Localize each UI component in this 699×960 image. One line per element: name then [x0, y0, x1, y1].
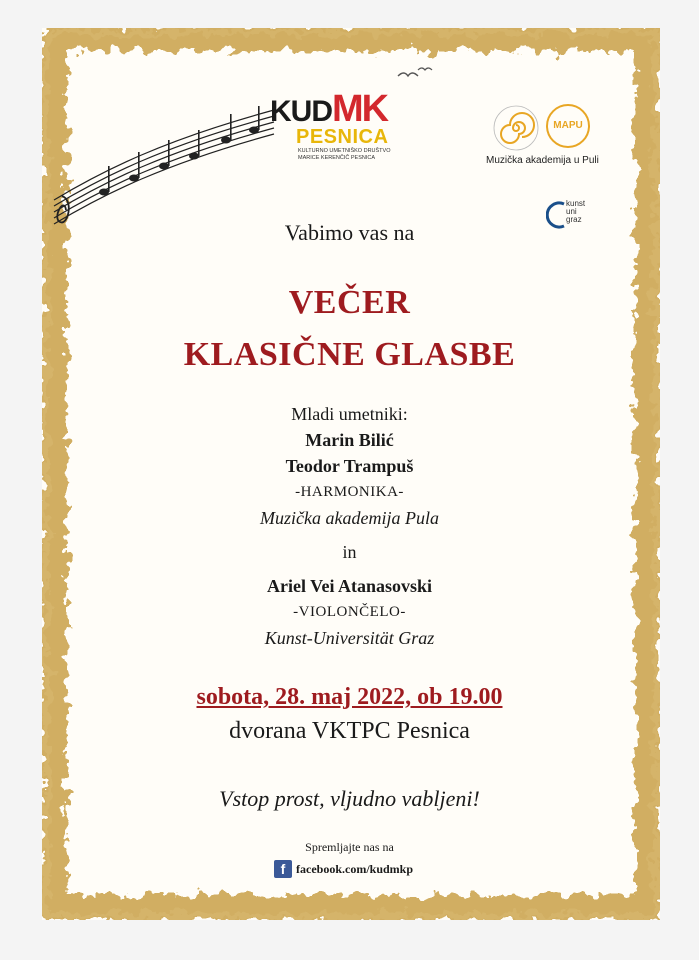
performers-heading: Mladi umetniki:	[291, 404, 408, 424]
logo-pesnica-text: PESNICA	[296, 126, 389, 148]
logo-subtitle	[298, 148, 428, 162]
school-2: Kunst-Universität Graz	[264, 628, 435, 648]
event-venue: dvorana VKTPC Pesnica	[229, 718, 470, 744]
kunst-line2: uni	[566, 207, 577, 216]
school-1: Muzička akademija Pula	[260, 508, 439, 528]
facebook-url: facebook.com/kudmkp	[296, 861, 414, 876]
invite-text: Vabimo vas na	[284, 220, 415, 245]
music-staff-icon	[44, 100, 284, 230]
title-line1: VEČER	[288, 284, 411, 321]
facebook-icon: f	[274, 860, 292, 878]
entry-text: Vstop prost, vljudno vabljeni!	[219, 786, 480, 811]
logo-subtitle-line2: MARICE KERENČIČ PESNICA	[298, 155, 376, 161]
logo-kud-text: KUD	[270, 95, 332, 128]
spiral-seal-icon	[492, 104, 540, 152]
logo-mk-text: MK	[332, 88, 388, 130]
follow-text: Spremljajte nas na	[305, 840, 394, 854]
instrument-1: -HARMONIKA-	[295, 484, 404, 500]
instrument-2: -VIOLONČELO-	[293, 604, 406, 620]
event-date: sobota, 28. maj 2022, ob 19.00	[196, 684, 503, 710]
conjunction-text: in	[342, 542, 357, 562]
facebook-link[interactable]	[274, 860, 413, 878]
mapu-logo: MAPU	[546, 104, 590, 148]
performer-name-1: Marin Bilić	[305, 430, 394, 450]
kud-mk-logo	[270, 88, 391, 161]
kunst-line3: graz	[566, 215, 582, 224]
birds-icon	[396, 64, 436, 84]
performer-name-2: Teodor Trampuš	[285, 456, 414, 476]
title-line2: KLASIČNE GLASBE	[183, 336, 516, 373]
mapu-caption: Muzička akademija u Puli	[486, 155, 599, 166]
kunst-line1: kunst	[566, 199, 586, 208]
logo-subtitle-line1: KULTURNO UMETNIŠKO DRUŠTVO	[298, 148, 391, 154]
performer-name-3: Ariel Vei Atanasovski	[266, 576, 433, 596]
